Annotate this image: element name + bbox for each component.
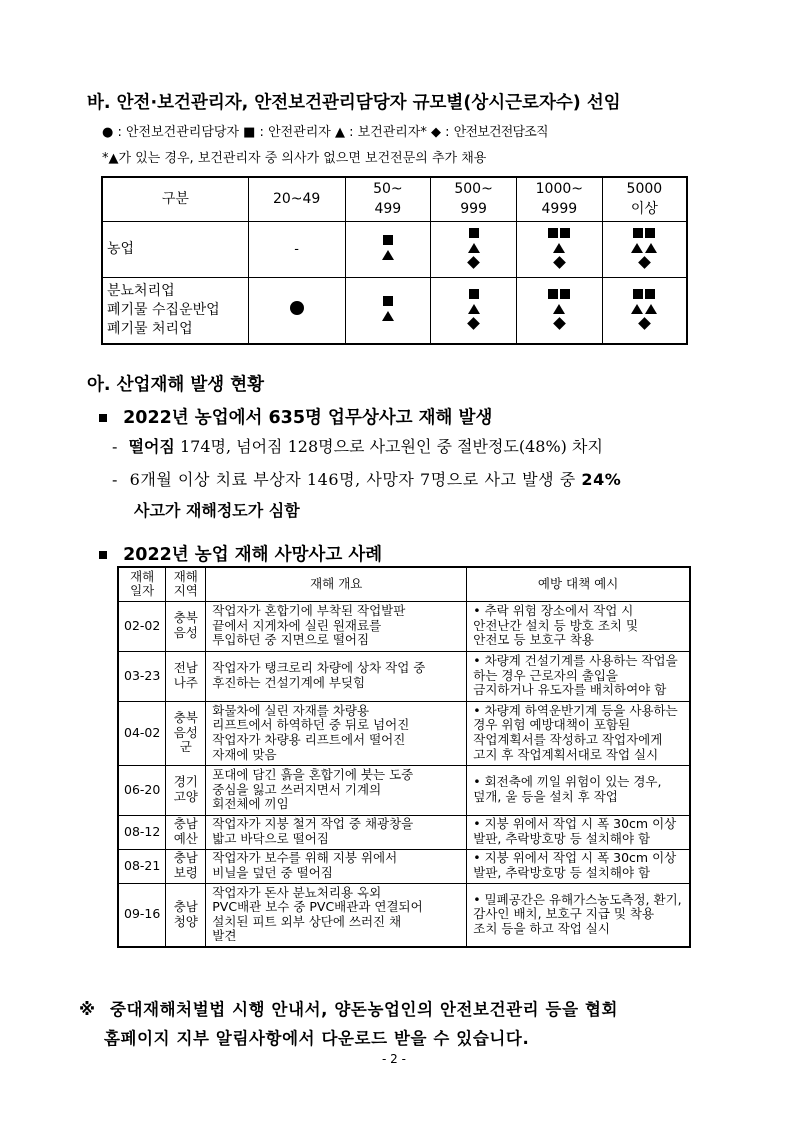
table-row xyxy=(118,849,690,883)
safety-manager-square-icon xyxy=(560,289,570,299)
symbol-cell xyxy=(345,221,431,277)
symbol-cell: - xyxy=(248,221,345,277)
header-cell: 구분 xyxy=(102,177,248,221)
symbol-cell xyxy=(345,277,431,344)
summary-cell: 작업자가 돈사 분뇨처리용 옥외 PVC배관 보수 중 PVC배관과 연결되어 설치된 피트 외부 상단에 쓰러진 채 발견 xyxy=(206,883,467,947)
summary-cell: 작업자가 보수를 위해 지붕 위에서 비닐을 덮던 중 떨어짐 xyxy=(206,849,467,883)
staffing-row-waste xyxy=(102,277,687,344)
prevention-cell: • 추락 위험 장소에서 작업 시 안전난간 설치 등 방호 조치 및 안전모 등 보호구 착용 xyxy=(467,601,690,651)
symbol-cell xyxy=(431,277,517,344)
region-cell: 충북 음성 xyxy=(166,601,206,651)
fatal-accident-table xyxy=(117,566,691,948)
region-cell: 충북 음성 군 xyxy=(166,701,206,765)
safety-manager-square-icon xyxy=(645,289,655,299)
statistic-line xyxy=(112,467,621,490)
safety-manager-square-icon xyxy=(383,296,393,306)
staffing-table xyxy=(101,176,688,345)
region-cell: 충남 청양 xyxy=(166,883,206,947)
health-manager-triangle-icon xyxy=(645,304,657,314)
square-bullet-icon xyxy=(99,414,107,422)
page-number: - 2 - xyxy=(382,1052,406,1066)
table-row xyxy=(118,883,690,947)
table-header-row xyxy=(118,567,690,601)
table-row xyxy=(118,651,690,701)
header-cell: 5000 이상 xyxy=(602,177,687,221)
health-manager-triangle-icon xyxy=(631,304,643,314)
notice-text-continued: 홈페이지 지부 알림사항에서 다운로드 받을 수 있습니다. xyxy=(104,1029,530,1048)
prevention-cell: • 지붕 위에서 작업 시 폭 30cm 이상 발판, 추락방호망 등 설치해야 함 xyxy=(467,815,690,849)
legend-text: ● : 안전보건관리담당자 ■ : 안전관리자 ▲ : 보건관리자* ◆ : xyxy=(102,125,454,140)
safety-manager-square-icon xyxy=(645,228,655,238)
statistic-line xyxy=(112,434,603,457)
statistic-line-continued xyxy=(134,498,300,521)
safety-manager-square-icon xyxy=(548,289,558,299)
date-cell: 04-02 xyxy=(118,701,166,765)
dash: - xyxy=(112,437,118,456)
symbol-cell xyxy=(602,221,687,277)
safety-manager-square-icon xyxy=(469,289,479,299)
symbol-cell xyxy=(516,221,602,277)
health-manager-triangle-icon xyxy=(631,243,643,253)
staffing-row-agriculture xyxy=(102,221,687,277)
health-manager-triangle-icon xyxy=(468,243,480,253)
safety-manager-square-icon xyxy=(633,289,643,299)
header-cell: 50~ 499 xyxy=(345,177,431,221)
staffing-table-header xyxy=(102,177,687,221)
row-label: 농업 xyxy=(102,221,248,277)
line-text: 6개월 이상 치료 부상자 146명, 사망자 7명으로 사고 발생 중 xyxy=(129,470,582,489)
date-cell: 03-23 xyxy=(118,651,166,701)
position-legend xyxy=(102,121,548,140)
date-cell: 09-16 xyxy=(118,883,166,947)
prevention-cell: • 차량계 건설기계를 사용하는 작업을 하는 경우 근로자의 출입을 금지하거나 유도자를 배치하여야 함 xyxy=(467,651,690,701)
bullet-item xyxy=(99,404,492,429)
legend-text-condensed: 안전보건전담조직 xyxy=(453,125,548,140)
bullet-text: 2022년 농업에서 635명 업무상사고 재해 발생 xyxy=(123,408,493,428)
emphasis-text: 떨어짐 xyxy=(128,437,175,456)
health-manager-triangle-icon xyxy=(468,304,480,314)
date-cell: 08-21 xyxy=(118,849,166,883)
square-bullet-icon xyxy=(99,551,107,559)
table-row xyxy=(118,701,690,765)
section-ba-title: 바. 안전·보건관리자, 안전보건관리담당자 규모별(상시근로자수) 선임 xyxy=(87,93,621,113)
notice-line xyxy=(79,996,618,1020)
notice-text: 중대재해처벌법 시행 안내서, 양돈농업인의 안전보건관리 등을 협회 xyxy=(110,1000,619,1019)
line-text: 174명, 넘어짐 128명으로 사고원인 중 절반정도(48%) 차지 xyxy=(174,437,603,456)
prevention-cell: • 밀폐공간은 유해가스농도측정, 환기, 감사인 배치, 보호구 지급 및 착용 조치 등을 하고 작업 실시 xyxy=(467,883,690,947)
summary-cell: 작업자가 탱크로리 차량에 상차 작업 중 후진하는 건설기계에 부딪힘 xyxy=(206,651,467,701)
region-cell: 충남 보령 xyxy=(166,849,206,883)
reference-mark: ※ xyxy=(79,1000,96,1019)
region-cell: 전남 나주 xyxy=(166,651,206,701)
health-manager-triangle-icon xyxy=(382,311,394,321)
header-cell: 예방 대책 예시 xyxy=(467,567,690,601)
dedicated-org-diamond-icon xyxy=(638,256,651,269)
header-cell: 1000~ 4999 xyxy=(516,177,602,221)
bullet-text: 2022년 농업 재해 사망사고 사례 xyxy=(123,545,383,565)
dedicated-org-diamond-icon xyxy=(467,317,480,330)
dash: - xyxy=(112,470,118,489)
header-cell: 재해 일자 xyxy=(118,567,166,601)
header-cell: 재해 지역 xyxy=(166,567,206,601)
emphasis-text: 사고가 재해정도가 심함 xyxy=(134,501,300,520)
symbol-cell xyxy=(248,277,345,344)
row-label: 분뇨처리업 폐기물 수집운반업 폐기물 처리업 xyxy=(102,277,248,344)
summary-cell: 화물차에 실린 자재를 차량용 리프트에서 하역하던 중 뒤로 넘어진 작업자가 차량용 리프트에서 떨어진 자재에 맞음 xyxy=(206,701,467,765)
prevention-cell: • 지붕 위에서 작업 시 폭 30cm 이상 발판, 추락방호망 등 설치해야 함 xyxy=(467,849,690,883)
health-manager-triangle-icon xyxy=(553,304,565,314)
health-manager-triangle-icon xyxy=(553,243,565,253)
safety-manager-square-icon xyxy=(383,235,393,245)
safety-officer-circle-icon xyxy=(290,301,304,315)
dedicated-org-diamond-icon xyxy=(638,317,651,330)
table-row xyxy=(118,601,690,651)
section-a-title: 아. 산업재해 발생 현황 xyxy=(87,375,265,395)
date-cell: 06-20 xyxy=(118,765,166,815)
bullet-item xyxy=(99,541,382,566)
date-cell: 08-12 xyxy=(118,815,166,849)
health-manager-triangle-icon xyxy=(645,243,657,253)
region-cell: 충남 예산 xyxy=(166,815,206,849)
dedicated-org-diamond-icon xyxy=(553,317,566,330)
symbol-cell xyxy=(602,277,687,344)
header-cell: 재해 개요 xyxy=(206,567,467,601)
prevention-cell: • 차량계 하역운반기계 등을 사용하는 경우 위험 예방대책이 포함된 작업계획서를 작성하고 작업자에게 고지 후 작업계획서대로 작업 실시 xyxy=(467,701,690,765)
symbol-cell xyxy=(431,221,517,277)
safety-manager-square-icon xyxy=(633,228,643,238)
table-row xyxy=(118,765,690,815)
emphasis-text: 24% xyxy=(581,470,622,489)
legend-note: *▲가 있는 경우, 보건관리자 중 의사가 없으면 보건전문의 추가 채용 xyxy=(102,151,487,166)
health-manager-triangle-icon xyxy=(382,250,394,260)
safety-manager-square-icon xyxy=(548,228,558,238)
safety-manager-square-icon xyxy=(560,228,570,238)
prevention-cell: • 회전축에 끼일 위험이 있는 경우, 덮개, 울 등을 설치 후 작업 xyxy=(467,765,690,815)
header-cell: 20~49 xyxy=(248,177,345,221)
symbol-cell xyxy=(516,277,602,344)
dedicated-org-diamond-icon xyxy=(553,256,566,269)
summary-cell: 작업자가 지붕 철거 작업 중 채광창을 밟고 바닥으로 떨어짐 xyxy=(206,815,467,849)
safety-manager-square-icon xyxy=(469,228,479,238)
region-cell: 경기 고양 xyxy=(166,765,206,815)
table-row xyxy=(118,815,690,849)
summary-cell: 포대에 담긴 흙을 혼합기에 붓는 도중 중심을 잃고 쓰러지면서 기계의 회전체에 끼임 xyxy=(206,765,467,815)
dedicated-org-diamond-icon xyxy=(467,256,480,269)
header-cell: 500~ 999 xyxy=(431,177,517,221)
date-cell: 02-02 xyxy=(118,601,166,651)
summary-cell: 작업자가 혼합기에 부착된 작업발판 끝에서 지게차에 실린 원재료를 투입하던 중 지면으로 떨어짐 xyxy=(206,601,467,651)
